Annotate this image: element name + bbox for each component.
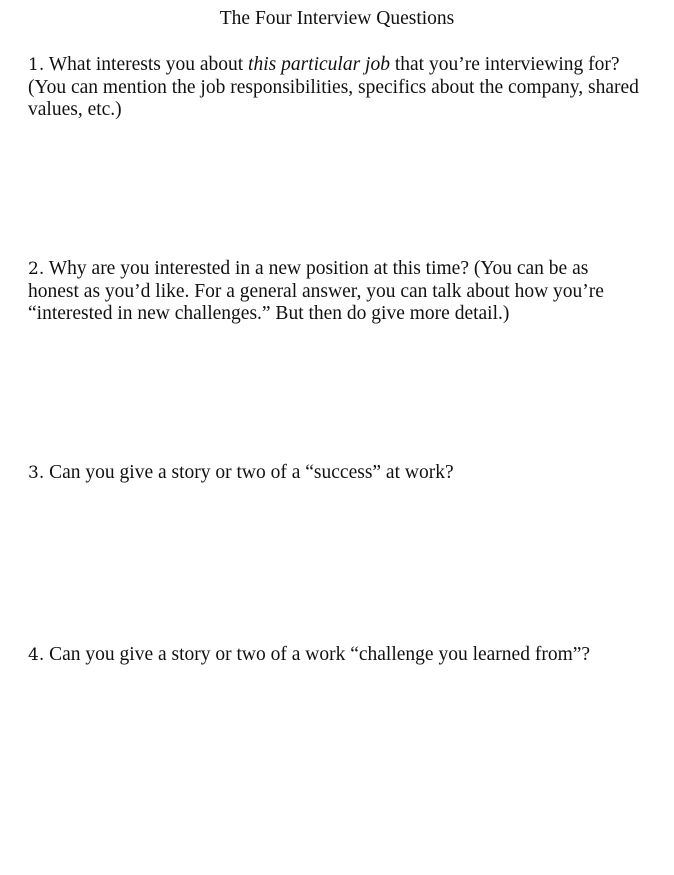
question-1 — [28, 54, 640, 122]
question-3 — [28, 462, 640, 485]
question-number: 1. — [28, 55, 45, 75]
question-text: that you’re interviewing for? (You can mention the job responsibilities, specifics about the company, shared values, etc.) — [28, 54, 639, 120]
question-4 — [28, 644, 640, 667]
question-emphasis: this particular job — [248, 54, 390, 75]
question-number: 2. — [28, 259, 45, 279]
page-title: The Four Interview Questions — [219, 8, 455, 29]
question-2 — [28, 258, 640, 326]
question-text: What interests you about — [44, 54, 249, 75]
question-number: 3. — [28, 463, 45, 483]
question-text: Can you give a story or two of a “success” at work? — [44, 462, 454, 483]
question-number: 4. — [28, 645, 45, 665]
question-text: Why are you interested in a new position at this time? (You can be as honest as you’d like. For a general answer, you can talk about how you’re “interested in new challenges.” But then do give more detail.) — [28, 258, 604, 324]
question-text: Can you give a story or two of a work “challenge you learned from”? — [44, 644, 591, 665]
